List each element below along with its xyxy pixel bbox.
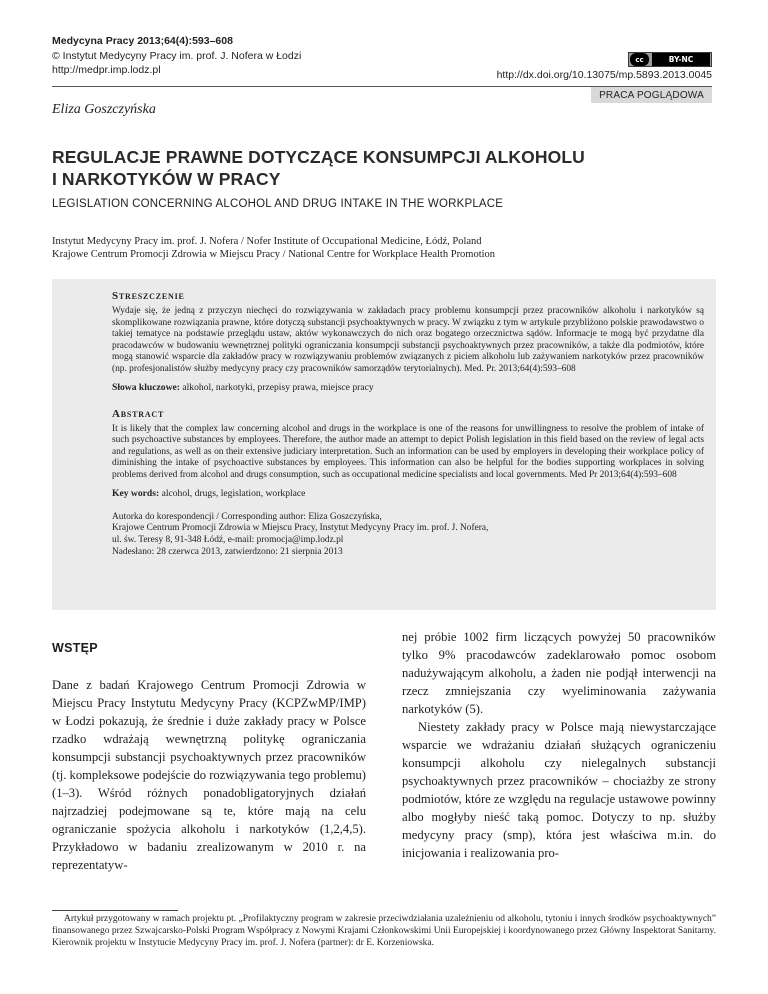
abstract-spacer bbox=[112, 394, 704, 408]
journal-url-link[interactable]: http://medpr.imp.lodz.pl bbox=[52, 64, 161, 76]
keywords-en bbox=[112, 488, 704, 500]
footnote: Artykuł przygotowany w ramach projektu pt. „Profilaktyczny program w zakresie przeciwdziałania uzależnieniu od alkoholu, tytoniu i innych środków psychoaktywnych” finansowanego przez Szwajcarsko-Polski Program Współpracy z Nowymi Krajami Członkowskimi Unii Europejskiej i koordynowanego przez Główny Inspektorat Sanitarny. Kierownik projektu w Instytucie Medycyny Pracy im. prof. J. Nofera (partner): dr E. Korzeniowska. bbox=[52, 914, 716, 948]
abstract-box bbox=[52, 279, 716, 610]
body-paragraph: nej próbie 1002 firm liczących powyżej 50 pracowników tylko 9% pracodawców zadeklarowało pomoc osobom nadużywającym alkoholu, a żaden nie podjął interwencji na rzecz zmniejszania czy wyeliminowania zażywania narkotyków (5). bbox=[402, 630, 716, 716]
cc-icon: cc bbox=[630, 53, 649, 66]
corr-line-1: Autorka do korespondencji / Corresponding author: Eliza Goszczyńska, bbox=[112, 511, 382, 522]
affiliation-1: Instytut Medycyny Pracy im. prof. J. Nofera / Nofer Institute of Occupational Medicine, Łódź, Poland bbox=[52, 236, 482, 247]
doi-link[interactable]: http://dx.doi.org/10.13075/mp.5893.2013.0045 bbox=[496, 69, 712, 81]
journal-citation: Medycyna Pracy 2013;64(4):593–608 bbox=[52, 35, 233, 47]
affiliations bbox=[52, 235, 495, 261]
body-column-left bbox=[52, 628, 366, 874]
footnote-divider bbox=[52, 910, 178, 911]
affiliation-2: Krajowe Centrum Promocji Zdrowia w Miejscu Pracy / National Centre for Workplace Health Promotion bbox=[52, 249, 496, 260]
article-subtitle: LEGISLATION CONCERNING ALCOHOL AND DRUG INTAKE IN THE WORKPLACE bbox=[52, 198, 504, 210]
license-label: BY-NC bbox=[652, 53, 710, 66]
body-column-right bbox=[402, 628, 716, 862]
article-title bbox=[52, 146, 672, 190]
title-line-2: I NARKOTYKÓW W PRACY bbox=[52, 169, 281, 189]
corr-line-2: Krajowe Centrum Promocji Zdrowia w Miejscu Pracy, Instytut Medycyny Pracy im. prof. J. Nofera, bbox=[112, 523, 489, 534]
keywords-en-values: alcohol, drugs, legislation, workplace bbox=[159, 487, 306, 499]
keywords-pl-label: Słowa kluczowe: bbox=[112, 381, 180, 393]
journal-header bbox=[52, 34, 301, 78]
streszczenie-text: Wydaje się, że jedną z przyczyn niechęci do rozwiązywania w zakładach pracy problemu konsumpcji przez pracowników alkoholu i narkotyków są skomplikowane rozwiązania prawne, które dotyczą substancji psychoaktywnych w pracy. W związku z tym w artykule przybliżono polskie prawodawstwo o takiej tematyce na podstawie przeglądu ustaw, aktów wykonawczych do nich oraz bogatego orzecznictwa sądów. Informacje te mogą być przydatne dla pracodawców w budowaniu wewnętrznej polityki ograniczania konsumpcji substancji psychoaktywnych przez pracowników, a także dla podmiotów, które mogą stanowić wsparcie dla zakładów pracy w rozwiązywaniu problemów związanych z piciem alkoholu lub zażywaniem narkotyków przez pracowników (np. profesjonalistów służby medycyny pracy czy pracowników samorządów terytorialnych). Med. Pr. 2013;64(4):593–608 bbox=[112, 306, 704, 374]
corr-line-3: ul. św. Teresy 8, 91-348 Łódź, e-mail: promocja@imp.lodz.pl bbox=[112, 535, 344, 546]
keywords-pl-values: alkohol, narkotyki, przepisy prawa, miejsce pracy bbox=[179, 381, 374, 393]
article-type-label: PRACA POGLĄDOWA bbox=[591, 87, 712, 103]
publisher-copyright: © Instytut Medycyny Pracy im. prof. J. Nofera w Łodzi bbox=[52, 49, 302, 62]
abstract-heading: Abstract bbox=[112, 407, 165, 420]
body-paragraph: Dane z badań Krajowego Centrum Promocji Zdrowia w Miejscu Pracy Instytutu Medycyny Pracy (KCPZwMP/IMP) w Łodzi pokazują, że średnie i duże zakłady pracy w Polsce rzadko wdrażają wewnętrzną politykę ograniczania konsumpcji substancji psychoaktywnych przez pracowników (tj. kompleksowe podejście do rozwiązywania tego problemu) (1–3). Wśród różnych ponadobligatoryjnych działań najrzadziej podejmowane są te, które mają na celu ograniczanie spożycia alkoholu i narkotyków (1,2,4,5). Przykładowo w badaniu zrealizowanym w 2010 r. na reprezentatyw- bbox=[52, 678, 366, 872]
keywords-pl bbox=[112, 382, 704, 394]
corr-line-4: Nadesłano: 28 czerwca 2013, zatwierdzono: 21 sierpnia 2013 bbox=[112, 546, 343, 557]
title-line-1: REGULACJE PRAWNE DOTYCZĄCE KONSUMPCJI ALKOHOLU bbox=[52, 147, 585, 167]
keywords-en-label: Key words: bbox=[112, 487, 160, 499]
abstract-text: It is likely that the complex law concerning alcohol and drugs in the workplace is one of the reasons for unwillingness to resolve the problem of intake of such psychoactive substances by employees. Therefore, the author made an attempt to depict Polish legislation in this field based on the review of legal acts and regulations, as well as on their extensive judiciary interpretation. Such an information can be used by employers in developing their workplace policy of diminishing the intake of psychoactive substances by employees. This information can also be helpful for the bodies supporting workplaces in solving problems derived from alcohol and drugs consumption, such as occupational medicine specialists and local governments. Med Pr 2013;64(4):593–608 bbox=[112, 423, 704, 480]
section-heading: WSTĘP bbox=[52, 641, 98, 655]
author-name: Eliza Goszczyńska bbox=[52, 102, 156, 117]
license-badge[interactable] bbox=[628, 52, 712, 67]
body-paragraph: Niestety zakłady pracy w Polsce mają niewystarczające wsparcie we wdrażaniu działań służących ograniczeniu konsumpcji alkoholu czy nielegalnych substancji psychoaktywnych przez pracowników – chociażby ze strony podmiotów, które ze względu na regulacje ustawowe powinny albo mogłyby nieść taką pomoc. Dotyczy to np. służby medycyny pracy (smp), która jest właściwa m.in. do inicjowania i realizowania pro- bbox=[402, 720, 716, 860]
correspondence-block bbox=[112, 512, 704, 559]
streszczenie-heading: Streszczenie bbox=[112, 290, 185, 302]
